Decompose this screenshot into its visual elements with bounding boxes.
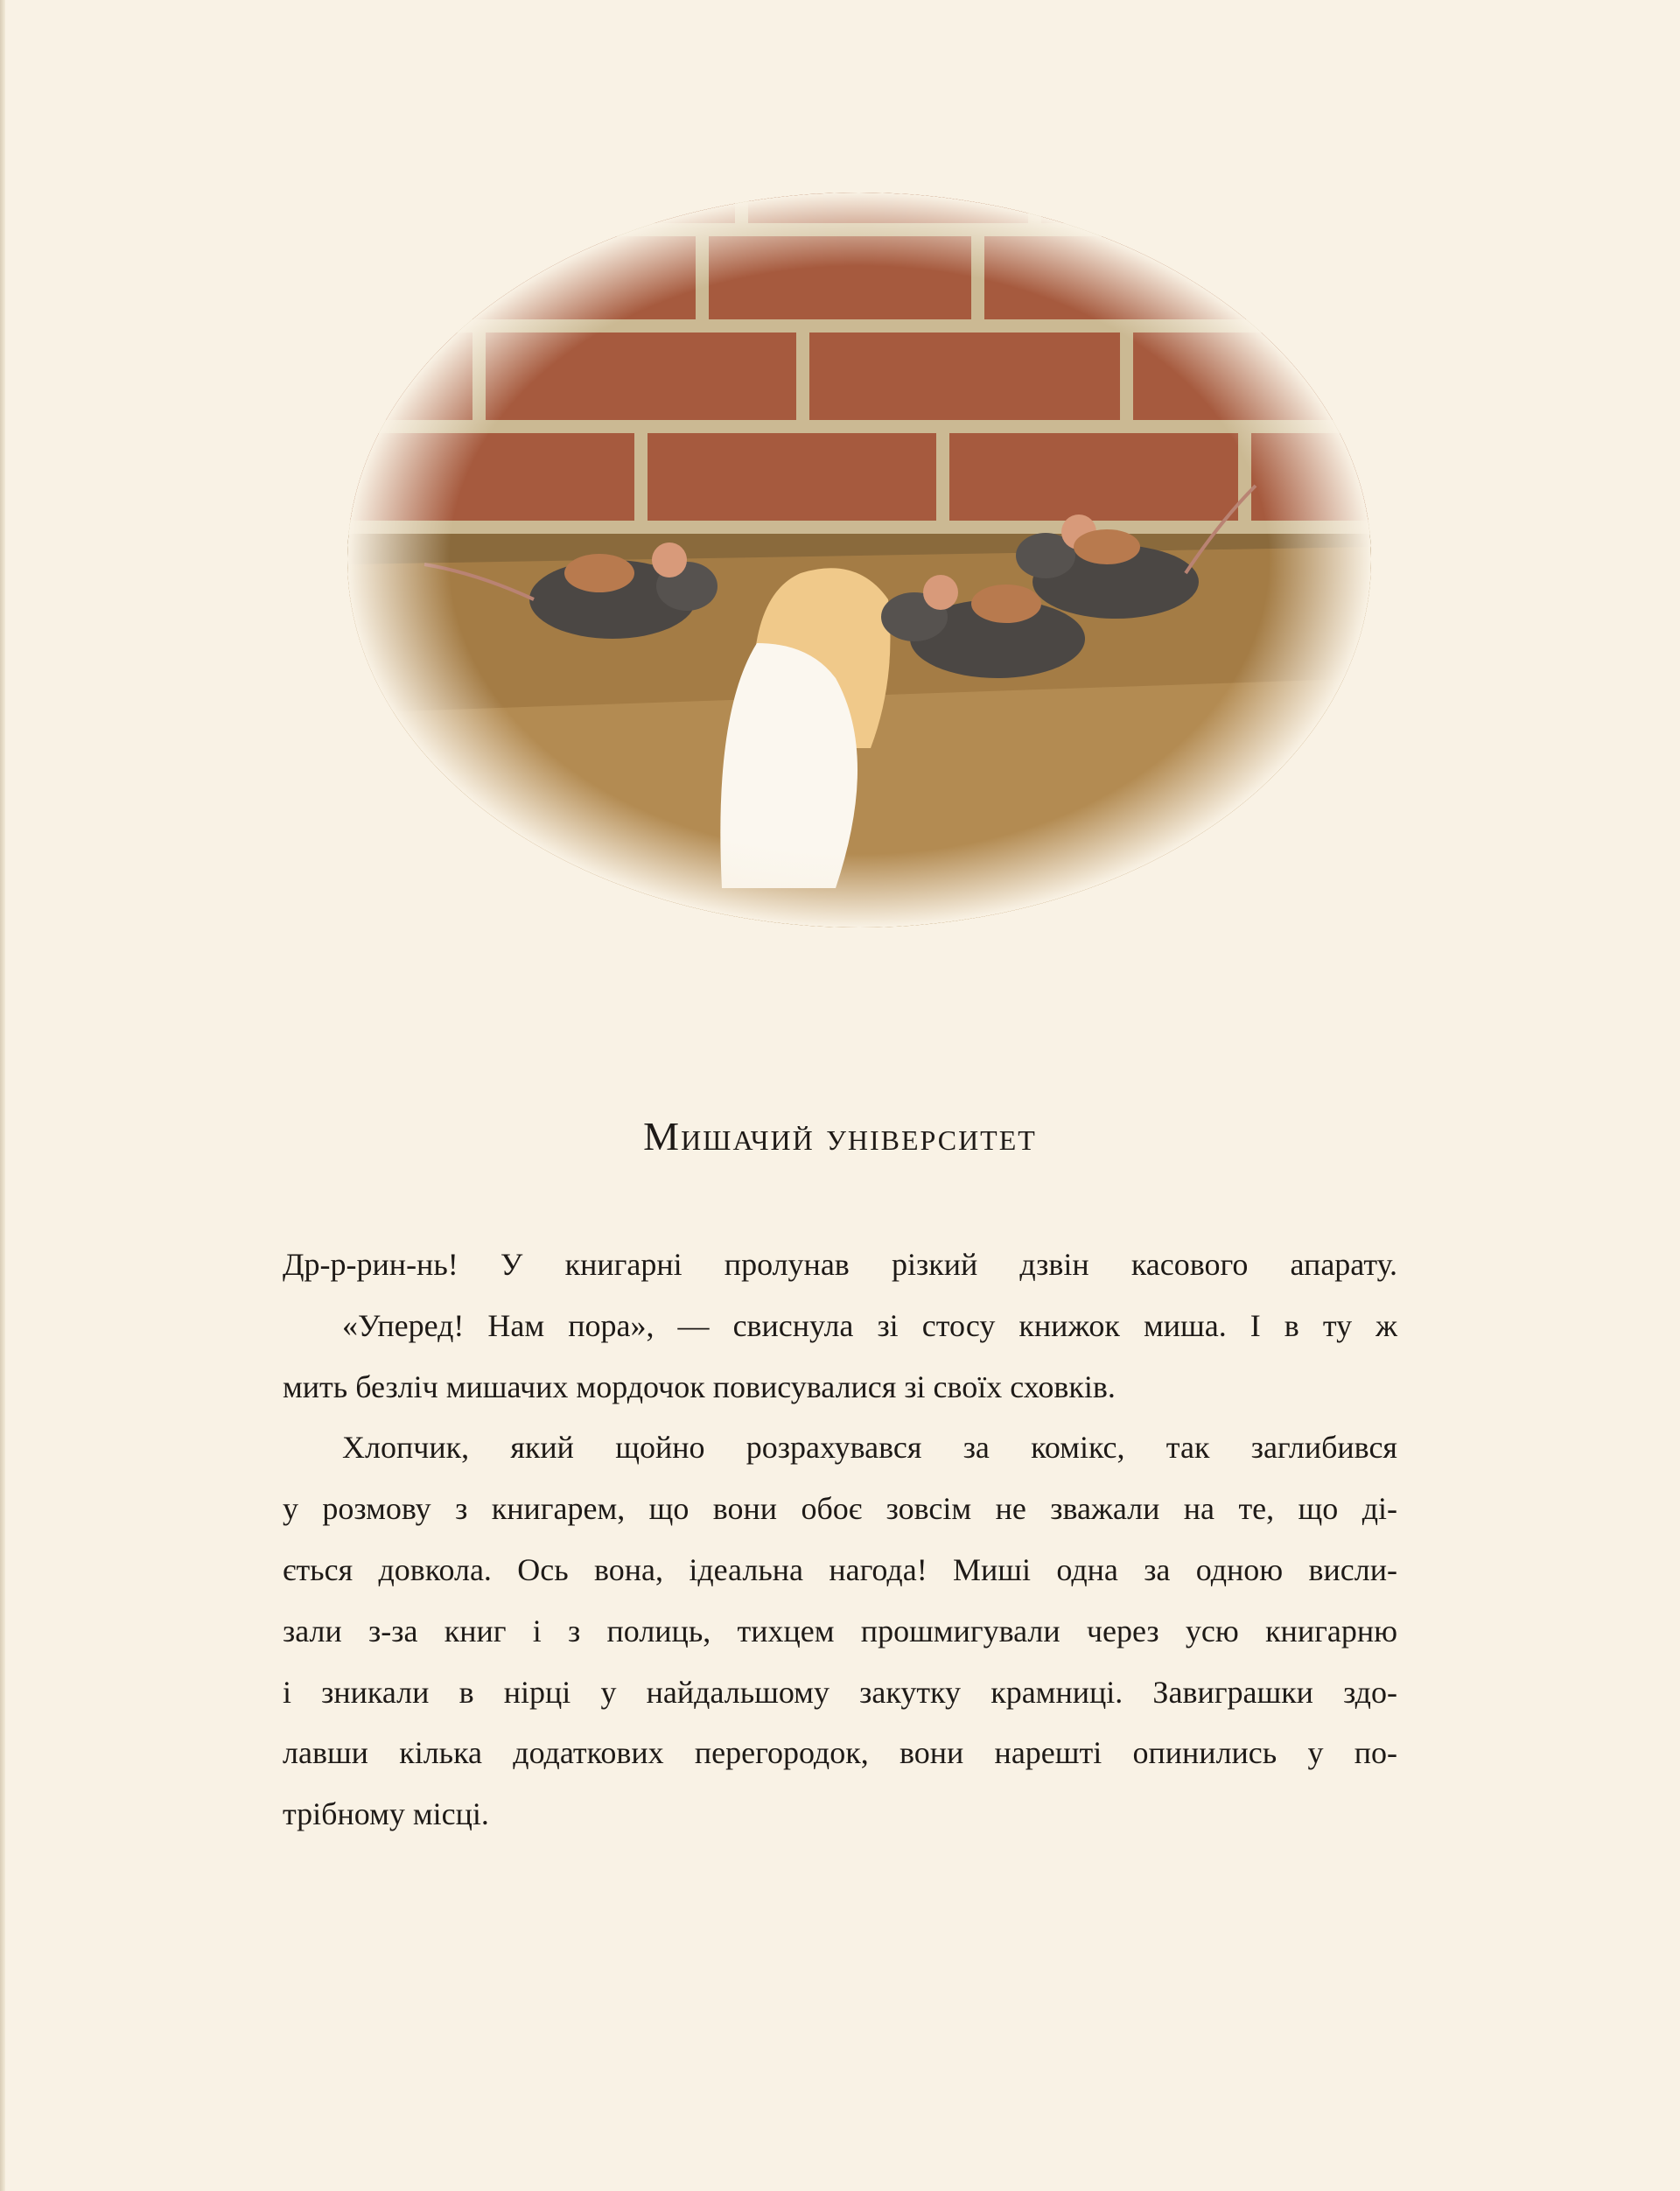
- chapter-title: Мишачий університет: [643, 1114, 1037, 1158]
- text-line: мить безліч мишачих мордочок повисувалися зі своїх сховків.: [283, 1368, 1116, 1404]
- illustration-mice-at-mousehole: [346, 188, 1374, 932]
- text-line: ється довкола. Ось вона, ідеальна нагода! Миші одна за одною висли-: [283, 1551, 1397, 1587]
- text-line: «Уперед! Нам пора», — свиснула зі стосу книжок миша. І в ту ж: [342, 1307, 1397, 1343]
- chapter-body: [283, 1242, 1397, 1853]
- text-line: і зникали в нірці у найдальшому закутку крамниці. Завиграшки здо-: [283, 1674, 1397, 1710]
- text-line: лавши кілька додаткових перегородок, вони нарешті опинились у по-: [283, 1735, 1397, 1771]
- text-line: трібному місці.: [283, 1796, 489, 1832]
- text-line: Др-р-рин-нь! У книгарні пролунав різкий дзвін касового апарату.: [283, 1247, 1397, 1282]
- text-line: Хлопчик, який щойно розрахувався за комікс, так заглибився: [342, 1430, 1397, 1466]
- page-edge: [0, 0, 5, 2191]
- text-line: зали з-за книг і з полиць, тихцем прошмигували через усю книгарню: [283, 1613, 1397, 1648]
- text-line: у розмову з книгарем, що вони обоє зовсім не зважали на те, що ді-: [283, 1491, 1397, 1527]
